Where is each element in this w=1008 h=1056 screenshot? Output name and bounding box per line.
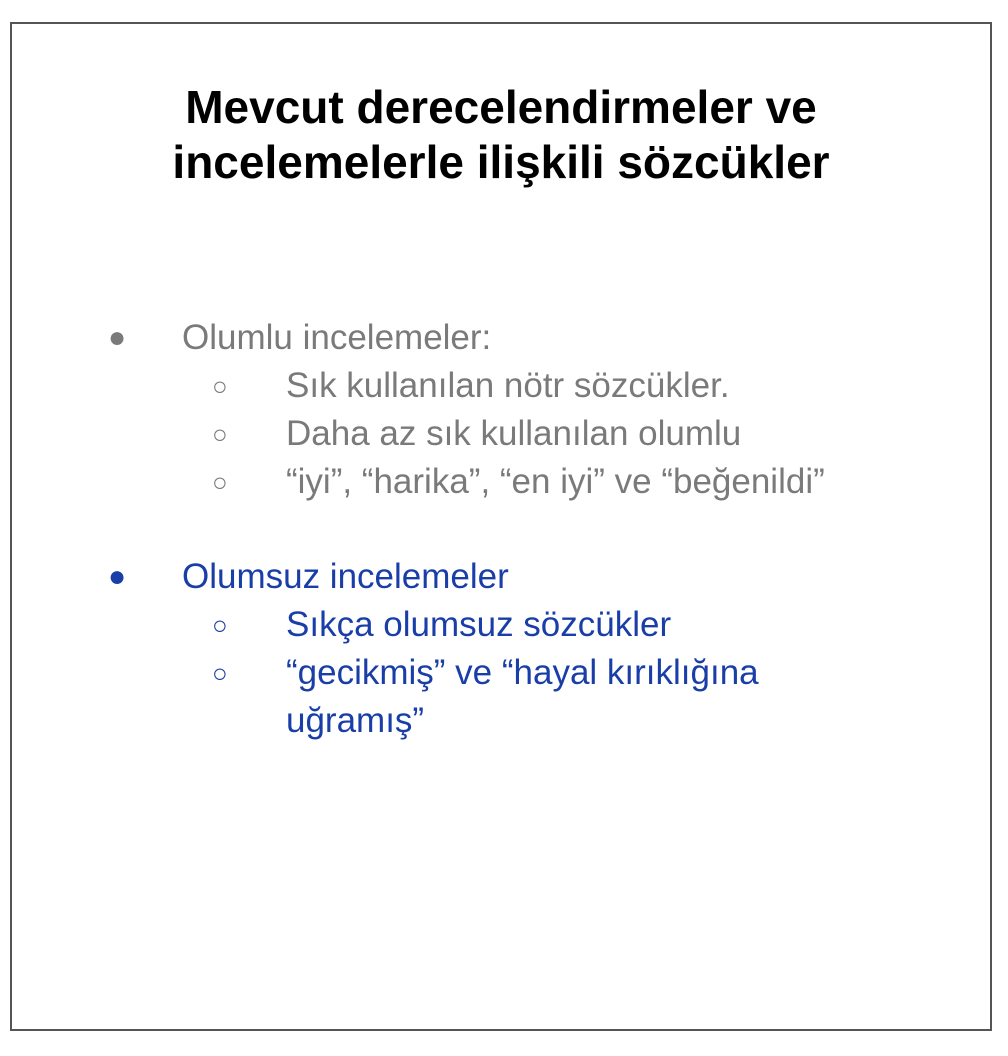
title-line-1: Mevcut derecelendirmeler ve <box>185 81 817 133</box>
list-item <box>12 601 990 649</box>
negative-item-1: Sıkça olumsuz sözcükler <box>286 605 672 644</box>
sub-bullet-icon: ○ <box>212 610 228 640</box>
sub-bullet-icon: ○ <box>212 371 228 401</box>
negative-reviews-section <box>12 553 990 747</box>
positive-item-1: Sık kullanılan nötr sözcükler. <box>286 366 730 405</box>
positive-item-2: Daha az sık kullanılan olumlu <box>286 414 742 453</box>
positive-reviews-section <box>12 314 990 506</box>
sub-bullet-icon: ○ <box>212 419 228 449</box>
bullet-icon: ● <box>108 560 127 593</box>
title-line-2: incelemelerle ilişkili sözcükler <box>172 136 830 188</box>
positive-heading: Olumlu incelemeler: <box>182 318 492 357</box>
sub-bullet-icon: ○ <box>212 467 228 497</box>
negative-heading-row <box>12 553 990 601</box>
negative-heading: Olumsuz incelemeler <box>182 557 509 596</box>
sub-bullet-icon: ○ <box>212 658 228 688</box>
negative-item-2-continuation: uğramış” <box>286 701 425 740</box>
list-item <box>12 362 990 410</box>
list-item <box>12 458 990 506</box>
list-item <box>12 649 990 697</box>
bullet-icon: ● <box>108 321 127 354</box>
list-item-continuation <box>12 697 990 747</box>
positive-item-3: “iyi”, “harika”, “en iyi” ve “beğenildi” <box>286 462 825 501</box>
list-item <box>12 410 990 458</box>
negative-item-2: “gecikmiş” ve “hayal kırıklığına <box>286 653 759 692</box>
slide-frame <box>10 22 992 1031</box>
positive-heading-row <box>12 314 990 362</box>
slide-title <box>12 80 990 190</box>
